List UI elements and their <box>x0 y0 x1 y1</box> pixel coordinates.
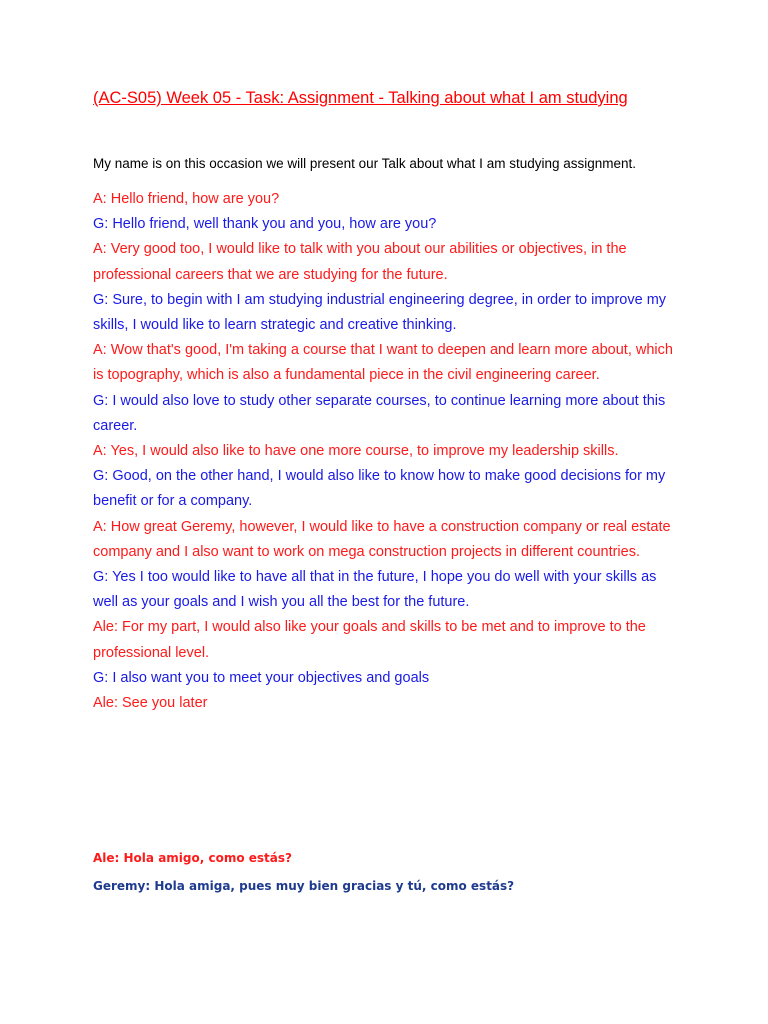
dialog-line: G: Sure, to begin with I am studying industrial engineering degree, in order to improve my skills, I would like to learn strategic and creative thinking. <box>93 291 667 334</box>
dialog-line: Ale: See you later <box>93 695 208 712</box>
dialog-line: G: I would also love to study other separate courses, to continue learning more about this career. <box>93 392 666 434</box>
document-title: (AC-S05) Week 05 - Task: Assignment - Talking about what I am studying <box>93 89 628 107</box>
dialog-line: A: Wow that's good, I'm taking a course that I want to deepen and learn more about, which is topography, which is also a fundamental piece in the civil engineering career. <box>93 342 673 384</box>
dialog-line: G: Hello friend, well thank you and you, how are you? <box>93 216 437 233</box>
dialog-line: Ale: For my part, I would also like your goals and skills to be met and to improve to the professional level. <box>93 619 646 661</box>
intro-paragraph: My name is on this occasion we will present our Talk about what I am studying assignment. <box>93 156 637 171</box>
dialog-line: G: Yes I too would like to have all that in the future, I hope you do well with your skills as well as your goals and I wish you all the best for the future. <box>93 569 657 611</box>
dialog-line: G: I also want you to meet your objectives and goals <box>93 669 430 686</box>
dialog-line: G: Good, on the other hand, I would also like to know how to make good decisions for my benefit or for a company. <box>93 468 666 510</box>
dialog-line-spanish: Ale: Hola amigo, como estás? <box>93 851 292 865</box>
dialog-line: A: Hello friend, how are you? <box>93 191 280 207</box>
dialog-line-spanish: Geremy: Hola amiga, pues muy bien gracias y tú, como estás? <box>93 879 515 893</box>
dialog-spanish <box>93 844 653 900</box>
dialog-line: A: How great Geremy, however, I would like to have a construction company or real estate company and I also want to work on mega construction projects in different countries. <box>93 518 671 560</box>
dialog-line: A: Very good too, I would like to talk with you about our abilities or objectives, in the professional careers that we are studying for the future. <box>93 241 627 283</box>
dialog-english <box>93 187 683 716</box>
dialog-line: A: Yes, I would also like to have one more course, to improve my leadership skills. <box>93 443 619 460</box>
